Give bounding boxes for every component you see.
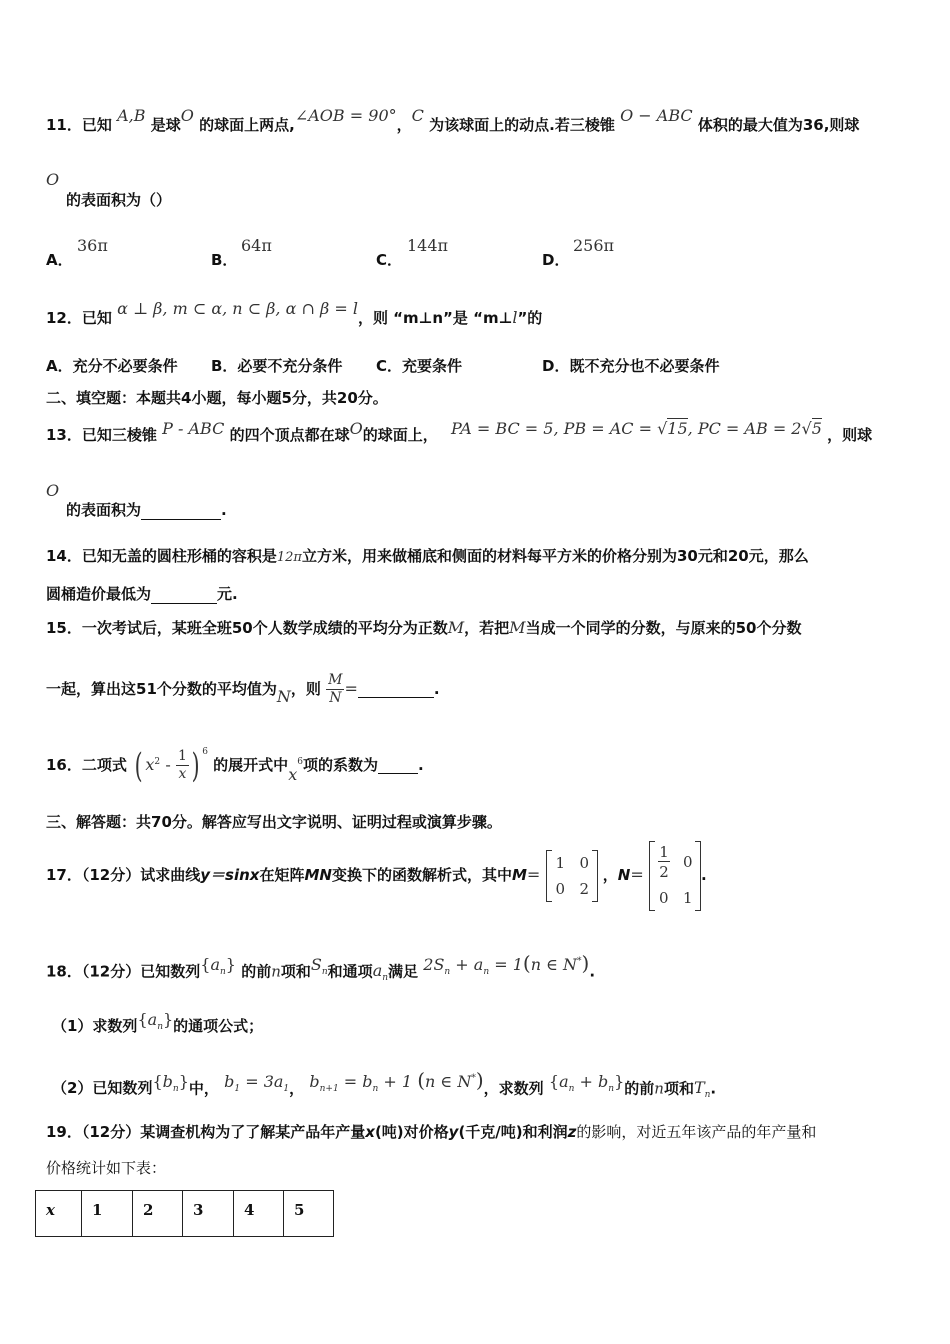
q18-math: = 3a	[240, 1072, 284, 1092]
table-cell: 2	[133, 1191, 183, 1237]
right-paren-icon: )	[191, 745, 200, 786]
q12-option-a: A．充分不必要条件	[46, 357, 178, 375]
q18-math: = 1	[489, 955, 523, 975]
q18-text: 中，	[188, 1079, 219, 1098]
q17-text: =	[630, 865, 644, 884]
matrix-cell: 2	[579, 879, 590, 898]
q15-math-m: M	[447, 618, 465, 637]
q18-text: 项和	[663, 1079, 694, 1098]
q19-text: 的影响，对近五年该产品的年产量和	[576, 1123, 817, 1141]
q11-text: ，	[396, 116, 412, 134]
q19-text: (吨)对价格	[374, 1123, 449, 1141]
q18-text: 的前	[624, 1079, 655, 1098]
q18-math-relation: $2S_n + a_n = 1(n$ ∈ N*)	[423, 951, 590, 978]
q13-text: 已知三棱锥	[81, 426, 157, 444]
q13-number: 13．	[46, 426, 82, 444]
q18-text: .	[710, 1079, 717, 1098]
q19-text: (千克/吨)和利润	[458, 1123, 568, 1141]
q13-text: 的表面积为	[66, 501, 142, 519]
q17-math-m-label: M	[511, 866, 527, 884]
q18-math-recurrence: $b_{n+1} = b_n + 1$ (n ∈ N*)	[309, 1068, 484, 1095]
q18-math-sub: n	[321, 967, 328, 978]
q19-line1	[46, 1122, 816, 1142]
q11-text: 是球	[150, 116, 181, 134]
q13-text: .	[221, 501, 227, 519]
table-header-cell: x	[36, 1191, 82, 1237]
q18-stem	[46, 951, 596, 989]
q18-text: 18．（12分）已知数列	[46, 962, 201, 981]
q16-math-x6: x	[288, 765, 298, 784]
q17-text: 变换下的函数解析式，其中	[331, 866, 512, 884]
q18-math: a	[210, 955, 220, 975]
q18-math-n: n	[654, 1079, 664, 1098]
q15-text: .	[433, 680, 440, 698]
q11-text: 为该球面上的动点.若三棱锥	[429, 116, 615, 134]
q13-text: ，则球	[827, 426, 873, 444]
q18-text: 和通项	[327, 962, 373, 981]
q18-math: + 1	[378, 1072, 413, 1092]
q13-line1	[46, 419, 873, 445]
q11-text: 体积的最大值为36,则球	[697, 116, 860, 134]
q18-math-sub: n	[382, 973, 389, 984]
q12-number: 12．	[46, 309, 82, 327]
q14-text: 元.	[217, 585, 238, 603]
q17-stem	[46, 840, 707, 911]
table-cell: 5	[284, 1191, 334, 1237]
q13-math-radicand: 15	[667, 419, 688, 438]
q18-math-seq-a: $\{a_n\}$	[200, 955, 236, 978]
q13-answer-blank[interactable]	[141, 503, 221, 520]
q16-answer-blank[interactable]	[378, 757, 418, 774]
q11-math-ab: A,B	[117, 106, 146, 125]
q18-math: = b	[338, 1072, 373, 1092]
q18-text: 的前	[241, 962, 272, 981]
q16-math-exp: 6	[297, 757, 303, 767]
q17-matrix-m	[546, 850, 598, 902]
table-cell: 3	[183, 1191, 234, 1237]
q17-matrix-n	[649, 841, 701, 911]
q16-stem	[46, 738, 424, 790]
q18-text: 项和	[280, 962, 311, 981]
q18-math: T	[693, 1078, 705, 1098]
q16-math-x: x	[145, 755, 155, 774]
matrix-bracket-icon	[546, 850, 552, 902]
q18-math: b	[224, 1072, 235, 1092]
matrix-cell-fraction-den: 2	[659, 862, 669, 881]
q11-math-angle: ∠AOB = 90°	[294, 106, 397, 125]
q18-math-sub: n	[219, 967, 226, 978]
q13-math-o: O	[349, 419, 363, 438]
q14-answer-blank[interactable]	[151, 587, 217, 604]
q18-math: a	[147, 1010, 158, 1029]
q11-option-b-label: B．	[211, 251, 238, 269]
q18-text: .	[589, 962, 596, 981]
q16-math-minus: -	[165, 755, 171, 774]
table-cell: 4	[234, 1191, 284, 1237]
q11-math-o: O	[180, 106, 194, 125]
q11-math-oabc: O − ABC	[620, 106, 693, 125]
q13-math-lengths	[451, 419, 822, 438]
q16-text: 的展开式中	[213, 756, 289, 774]
q16-text: .	[417, 756, 424, 774]
q13-math-o2: O	[46, 481, 60, 500]
q15-line1	[46, 618, 801, 638]
q17-text: .	[701, 866, 707, 884]
q11-option-d-label: D．	[542, 251, 570, 269]
q17-math-curve: y＝sinx	[200, 866, 260, 884]
q18-math-seq-a: $\{a_n\}$	[137, 1010, 174, 1033]
q11-option-a-value: 36π	[77, 236, 108, 255]
q18-math-sub: n	[608, 1084, 615, 1095]
q18-part2	[46, 1068, 717, 1106]
q17-text: 17．（12分）试求曲线	[46, 866, 201, 884]
q15-fraction	[326, 672, 344, 707]
q19-text: 19．（12分）某调查机构为了了解某产品年产量	[46, 1123, 366, 1141]
q13-text: 的四个顶点都在球	[229, 426, 350, 444]
q11-math-o2: O	[46, 170, 60, 189]
q12-math-condition: α ⊥ β, m ⊂ α, n ⊂ β, α ∩ β = l	[117, 299, 358, 318]
q18-math: n ∈ N	[530, 955, 578, 975]
q11-option-a-label: A．	[46, 251, 73, 269]
q12-option-b: B．必要不充分条件	[211, 357, 343, 375]
matrix-bracket-icon	[695, 841, 701, 911]
q18-text: 的通项公式；	[173, 1017, 264, 1035]
q11-option-c-value: 144π	[407, 236, 449, 255]
q14-text: 立方米，用来做桶底和侧面的材料每平方米的价格分别为30元和20元，那么	[301, 547, 809, 565]
q13-math-part: , PC = AB = 2	[687, 419, 802, 438]
q15-text: 15．一次考试后，某班全班50个人数学成绩的平均分为正数	[46, 619, 448, 637]
q18-math-seq-b: $\{b_n\}$	[152, 1072, 189, 1095]
q18-math-sub: n	[172, 1084, 179, 1095]
q19-line2: 价格统计如下表：	[46, 1159, 167, 1177]
q13-math-pabc: P - ABC	[162, 419, 225, 438]
matrix-bracket-icon	[592, 850, 598, 902]
q14-line2	[46, 584, 238, 604]
q19-math-z: z	[567, 1123, 577, 1141]
q17-text: =	[526, 865, 541, 884]
q12-text: ”的	[517, 309, 543, 327]
q18-text: 满足	[388, 962, 419, 981]
q18-math: a	[372, 961, 383, 981]
q17-math-mn: MN	[304, 866, 332, 884]
q12-text: 已知	[81, 309, 112, 327]
q18-math-sub: n	[444, 967, 451, 978]
table-row	[36, 1191, 334, 1237]
q15-fraction-denominator: N	[329, 690, 342, 706]
section-fill-in-heading: 二、填空题：本题共4小题，每小题5分，共20分。	[46, 389, 388, 407]
q11-option-b-value: 64π	[241, 236, 272, 255]
matrix-cell: 0	[659, 888, 669, 907]
q18-math-b1: $b_1 = 3a_1$	[224, 1072, 290, 1095]
q11-text: 已知	[81, 116, 112, 134]
q12-option-d: D．既不充分也不必要条件	[542, 357, 720, 375]
q15-answer-blank[interactable]	[358, 681, 434, 698]
q18-text: （2）已知数列	[52, 1079, 153, 1098]
q15-text: 一起，算出这51个分数的平均值为	[46, 680, 277, 698]
q18-math: + a	[450, 955, 484, 975]
q11-stem-end: 的表面积为（）	[66, 191, 172, 209]
matrix-cell: 1	[683, 888, 693, 907]
q18-math-n: n	[271, 962, 281, 981]
q11-text: 的球面上两点,	[199, 116, 295, 134]
q18-math-an	[372, 961, 389, 984]
matrix-bracket-icon	[649, 841, 655, 911]
q11-math-c: C	[411, 106, 424, 125]
q18-text: ，	[289, 1079, 305, 1098]
q18-math: 2S	[423, 955, 445, 975]
q18-math-sub: n	[568, 1084, 575, 1095]
q18-math: S	[310, 955, 322, 975]
q15-math-n: N	[276, 687, 291, 706]
q15-fraction-numerator: M	[328, 672, 343, 688]
q18-math: a	[559, 1072, 569, 1092]
left-paren-icon: (	[134, 745, 143, 786]
q13-math-radicand: 5	[811, 419, 822, 438]
matrix-cell: 0	[555, 879, 566, 898]
q18-math: n ∈ N	[425, 1072, 472, 1092]
q19-data-table	[35, 1190, 334, 1237]
sqrt-icon: √	[657, 419, 668, 438]
q18-math: b	[309, 1072, 320, 1092]
q14-text: 圆桶造价最低为	[46, 585, 152, 603]
q18-text: ，求数列	[483, 1079, 544, 1098]
q12-math-l: l	[512, 308, 518, 327]
q18-part1	[46, 1010, 264, 1043]
q18-math-t	[693, 1078, 711, 1101]
q17-text: 在矩阵	[259, 866, 305, 884]
q18-math-sub: n+1	[319, 1084, 339, 1095]
q19-math-y: y	[448, 1123, 459, 1141]
q18-math-sup: *	[577, 957, 582, 967]
section-solutions-heading: 三、解答题：共70分。解答应写出文字说明、证明过程或演算步骤。	[46, 813, 502, 831]
q13-line2b	[46, 500, 227, 520]
q13-math-part: PA = BC = 5, PB = AC =	[450, 419, 658, 438]
matrix-cell: 0	[579, 853, 590, 872]
q12-stem	[46, 299, 543, 328]
q11-option-c-label: C．	[376, 251, 403, 269]
q15-math-m: M	[509, 618, 526, 637]
q11-line2b	[46, 190, 171, 210]
q16-math-exp: 2	[154, 757, 161, 767]
q18-math-seq-ab: $\{a_n + b_n\}$	[548, 1072, 625, 1095]
q18-math: b	[162, 1072, 173, 1092]
q14-text: 14．已知无盖的圆柱形桶的容积是	[46, 547, 277, 565]
table-cell: 1	[82, 1191, 133, 1237]
q17-text: ，	[602, 866, 618, 884]
q18-math-sub: n	[483, 967, 490, 978]
q15-text: =	[344, 679, 358, 698]
q18-text: （1）求数列	[52, 1017, 138, 1035]
q11-number: 11．	[46, 116, 82, 134]
q16-fraction-denominator: x	[178, 766, 187, 782]
matrix-cell: 1	[555, 853, 566, 872]
q13-text: 的球面上，	[362, 426, 438, 444]
q16-math-power: 6	[202, 747, 208, 757]
q18-math-sup: *	[471, 1074, 476, 1084]
sqrt-icon: √	[801, 419, 812, 438]
matrix-cell: 0	[683, 852, 693, 871]
q15-text: 当成一个同学的分数，与原来的50个分数	[525, 619, 802, 637]
q12-option-c: C．充要条件	[376, 357, 463, 375]
q14-line1	[46, 546, 809, 568]
q12-text: ，则 “m⊥n”是 “m⊥	[357, 309, 513, 327]
q15-text: ，则	[290, 680, 321, 698]
q18-math-sub: n	[372, 1084, 379, 1095]
q15-text: ，若把	[464, 619, 510, 637]
q11-line1	[46, 106, 860, 135]
q15-line2	[46, 670, 440, 708]
q18-math: + b	[574, 1072, 609, 1092]
q16-text: 16．二项式	[46, 756, 127, 774]
q14-math-volume: 12π	[276, 550, 302, 565]
q18-math-s	[310, 955, 328, 978]
q16-fraction-numerator: 1	[178, 748, 187, 764]
q16-text: 项的系数为	[302, 756, 378, 774]
q19-math-x: x	[365, 1123, 375, 1141]
q18-math-sub: n	[157, 1022, 163, 1033]
q17-math-n-label: N	[617, 866, 631, 884]
q18-math-sub: n	[704, 1090, 711, 1101]
matrix-cell-fraction-num: 1	[659, 842, 669, 861]
q16-fraction	[176, 748, 189, 783]
q11-option-d-value: 256π	[573, 236, 615, 255]
